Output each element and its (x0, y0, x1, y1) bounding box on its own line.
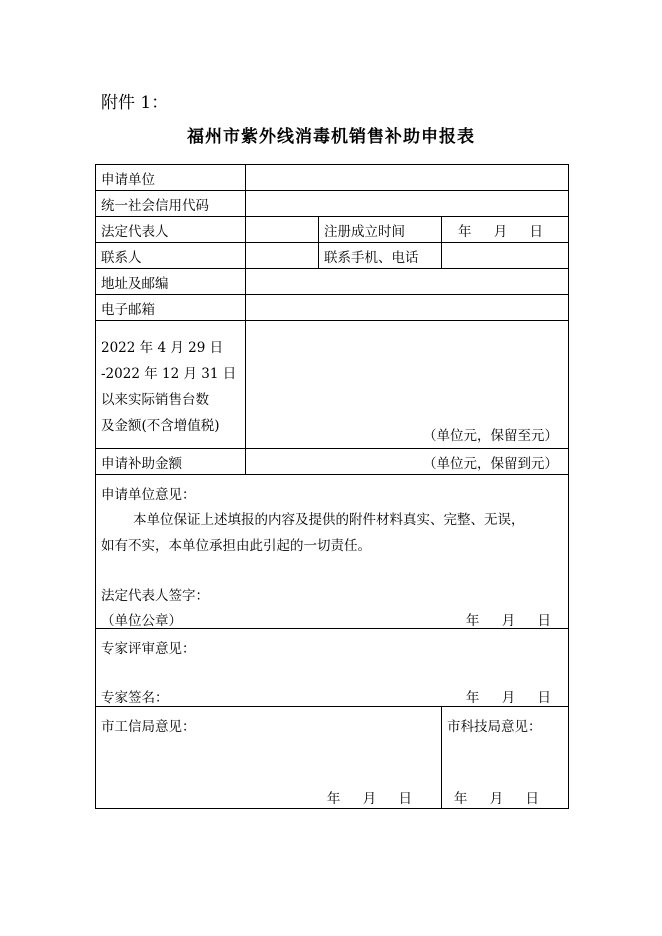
sales-label-line1: 2022 年 4 月 29 日 (101, 340, 224, 356)
sales-label-line4: 及金额(不含增值税) (101, 418, 220, 434)
contact-label: 联系人 (96, 243, 246, 269)
expert-opinion-block[interactable] (96, 629, 569, 707)
email-field[interactable] (246, 295, 569, 321)
application-form-table (95, 164, 569, 809)
row-sales (96, 321, 569, 449)
subsidy-field[interactable] (246, 449, 569, 475)
sales-unit-note: （单位元，保留至元） (423, 428, 558, 444)
expert-sign-label: 专家签名： (101, 690, 169, 706)
email-label: 电子邮箱 (96, 295, 246, 321)
contact-field[interactable] (246, 243, 319, 269)
unit-seal-label: （单位公章） (101, 613, 182, 629)
row-contact (96, 243, 569, 269)
row-expert (96, 629, 569, 707)
tech-opinion-date: 年 月 日 (453, 791, 548, 807)
legal-rep-field[interactable] (246, 217, 319, 243)
applicant-opinion-title: 申请单位意见： (101, 487, 196, 503)
subsidy-label: 申请补助金额 (96, 449, 246, 475)
applicant-opinion-text-2: 如有不实，本单位承担由此引起的一切责任。 (101, 538, 371, 554)
applicant-unit-label: 申请单位 (96, 165, 246, 191)
legal-rep-label: 法定代表人 (96, 217, 246, 243)
sales-field[interactable] (246, 321, 569, 449)
expert-opinion-title: 专家评审意见： (101, 641, 196, 657)
applicant-opinion-text-1: 本单位保证上述填报的内容及提供的附件材料真实、完整、无误， (133, 512, 525, 528)
credit-code-label: 统一社会信用代码 (96, 191, 246, 217)
attachment-label: 附件 1： (101, 93, 169, 113)
row-email (96, 295, 569, 321)
industry-bureau-block[interactable] (96, 707, 442, 809)
address-field[interactable] (246, 269, 569, 295)
industry-opinion-date: 年 月 日 (326, 791, 421, 807)
row-subsidy (96, 449, 569, 475)
row-applicant-unit (96, 165, 569, 191)
row-bureau-opinions (96, 707, 569, 809)
applicant-unit-field[interactable] (246, 165, 569, 191)
contact-phone-field[interactable] (442, 243, 569, 269)
reg-time-date[interactable]: 年 月 日 (442, 217, 569, 243)
row-address (96, 269, 569, 295)
industry-opinion-title: 市工信局意见： (101, 719, 196, 735)
applicant-opinion-block[interactable] (96, 475, 569, 629)
credit-code-field[interactable] (246, 191, 569, 217)
expert-opinion-date: 年 月 日 (465, 690, 560, 706)
page-title: 福州市紫外线消毒机销售补助申报表 (187, 127, 475, 147)
sales-label-line3: 以来实际销售台数 (101, 392, 209, 408)
subsidy-unit-note: （单位元，保留到元） (423, 455, 558, 472)
reg-time-label: 注册成立时间 (319, 217, 442, 243)
legal-sign-label: 法定代表人签字： (101, 588, 209, 604)
address-label: 地址及邮编 (96, 269, 246, 295)
contact-phone-label: 联系手机、电话 (319, 243, 442, 269)
applicant-opinion-date: 年 月 日 (465, 613, 560, 629)
row-legal-rep (96, 217, 569, 243)
tech-opinion-title: 市科技局意见： (447, 719, 542, 735)
sales-label-line2: -2022 年 12 月 31 日 (101, 366, 237, 382)
sales-label (96, 321, 246, 449)
tech-bureau-block[interactable] (442, 707, 569, 809)
row-credit-code (96, 191, 569, 217)
row-applicant-opinion (96, 475, 569, 629)
